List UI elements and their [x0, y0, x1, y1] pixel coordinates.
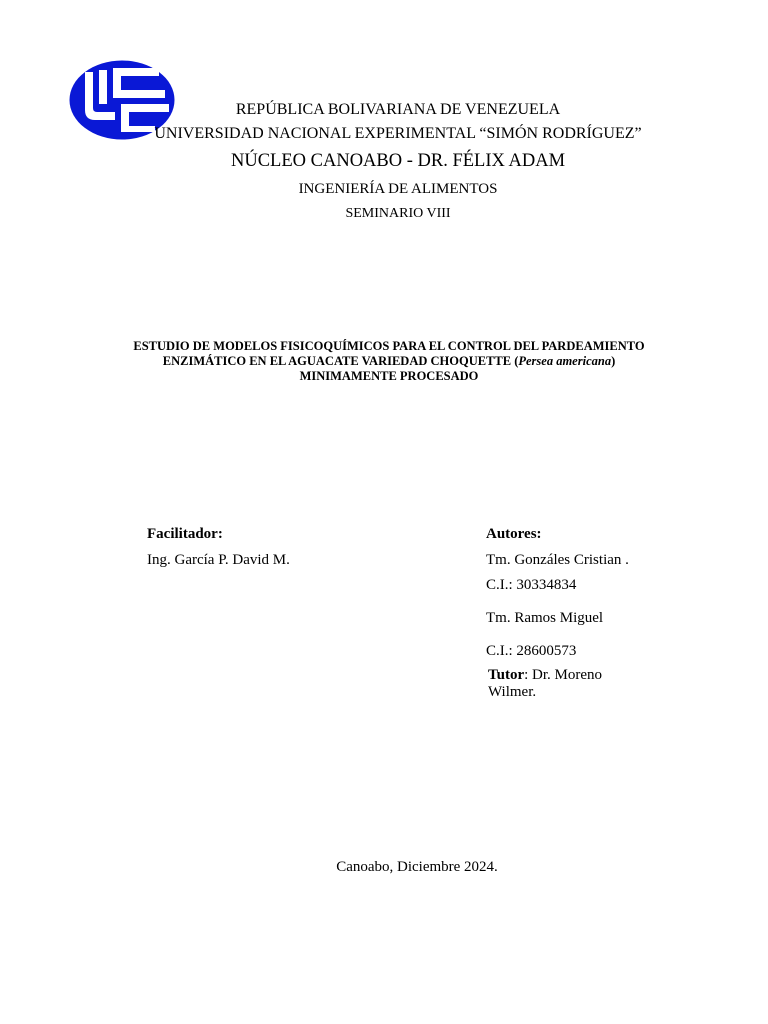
tutor-value: : Dr. Moreno Wilmer.	[488, 667, 603, 700]
autores-label: Autores:	[486, 526, 542, 542]
universidad-heading: UNIVERSIDAD NACIONAL EXPERIMENTAL “SIMÓN RODRÍGUEZ”	[154, 125, 642, 142]
autor-2-name: Tm. Ramos Miguel	[486, 610, 604, 626]
autor-1-ci: C.I.: 30334834	[486, 577, 577, 593]
carrera-heading: INGENIERÍA DE ALIMENTOS	[298, 181, 498, 197]
facilitador-label: Facilitador:	[147, 526, 223, 542]
title-line-2	[100, 354, 678, 369]
autor-1-name: Tm. Gonzáles Cristian .	[486, 552, 629, 568]
title-line-1: ESTUDIO DE MODELOS FISICOQUÍMICOS PARA EL CONTROL DEL PARDEAMIENTO	[133, 339, 645, 353]
republica-heading: REPÚBLICA BOLIVARIANA DE VENEZUELA	[235, 101, 561, 118]
nucleo-heading: NÚCLEO CANOABO - DR. FÉLIX ADAM	[230, 151, 566, 171]
tutor-line	[488, 667, 638, 701]
thesis-title	[100, 339, 678, 384]
title-species-italic: Persea americana	[518, 354, 612, 368]
title-line-3: MINIMAMENTE PROCESADO	[299, 369, 479, 383]
title-line-2-pre: ENZIMÁTICO EN EL AGUACATE VARIEDAD CHOQUETTE (	[162, 354, 519, 368]
asignatura-heading: SEMINARIO VIII	[345, 206, 451, 221]
autor-2-ci: C.I.: 28600573	[486, 643, 577, 659]
title-line-2-post: )	[611, 354, 616, 368]
tutor-label: Tutor	[488, 667, 525, 683]
place-date: Canoabo, Diciembre 2024.	[336, 859, 498, 875]
facilitador-name: Ing. García P. David M.	[147, 552, 290, 568]
